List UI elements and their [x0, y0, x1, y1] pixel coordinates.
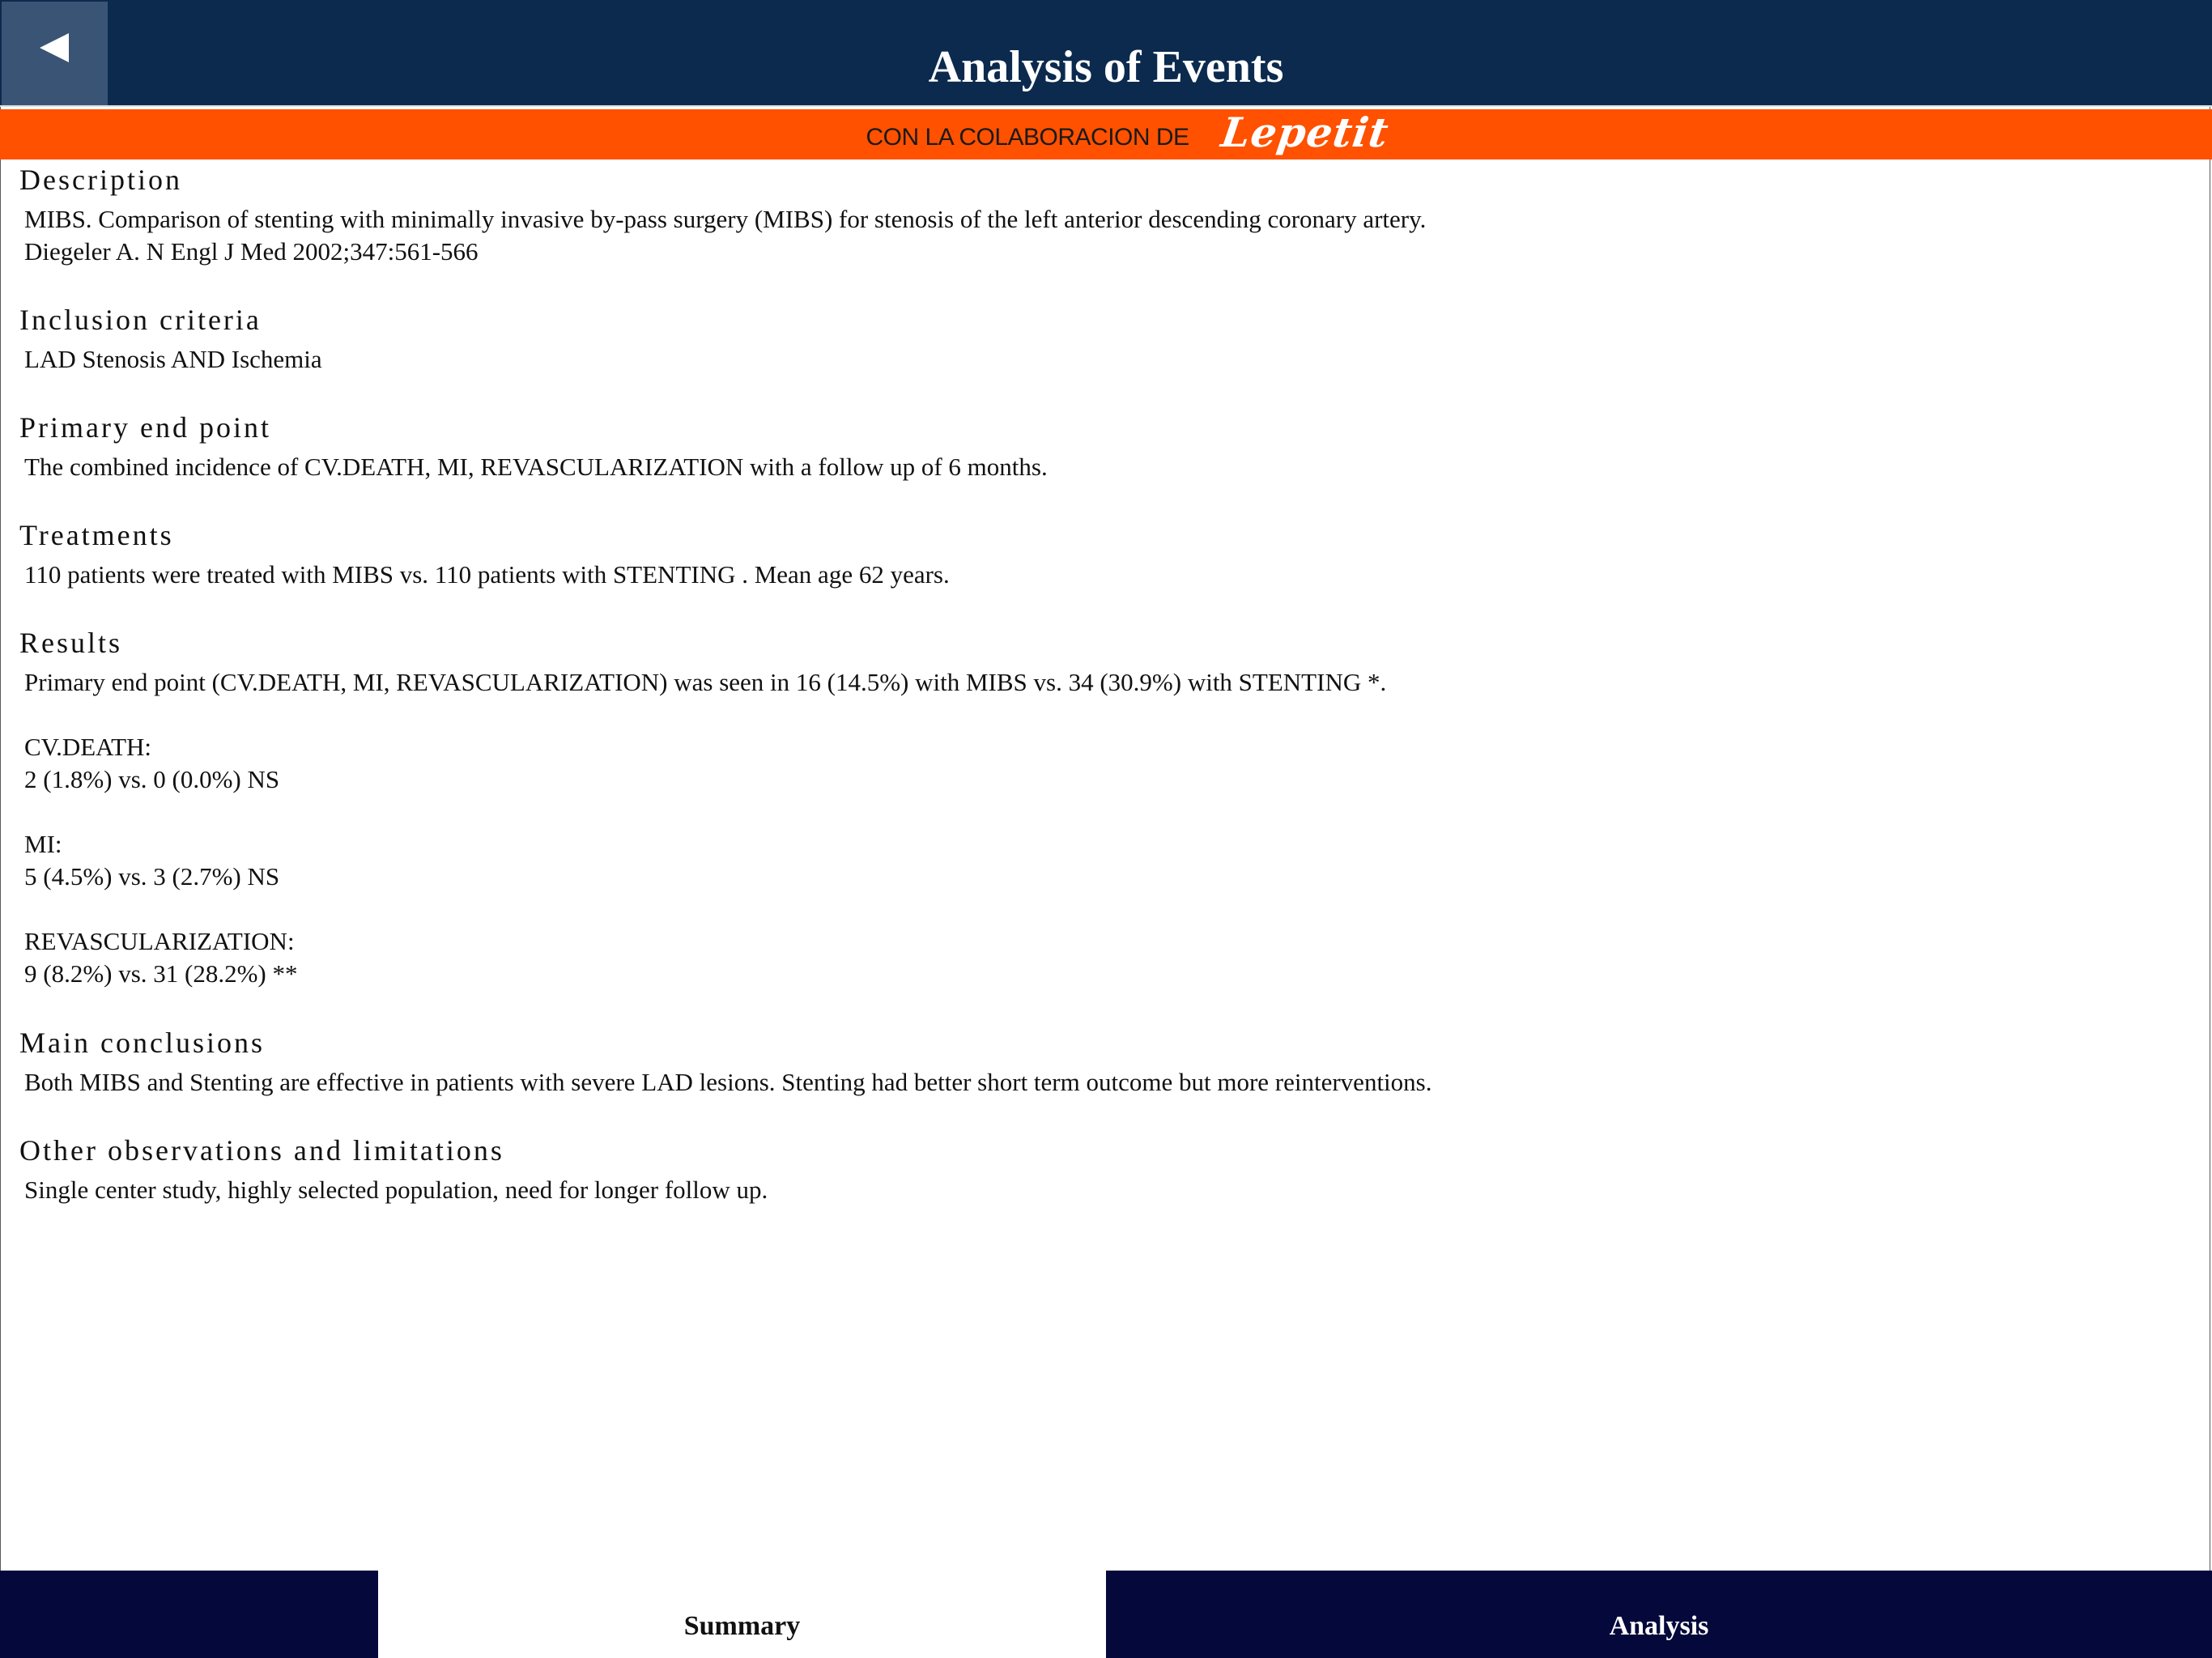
section-body	[24, 343, 322, 376]
sponsor-banner	[0, 109, 2212, 159]
page-title: Analysis of Events	[928, 42, 1284, 92]
section-body	[24, 559, 950, 591]
section-heading: Other observations and limitations	[19, 1134, 504, 1167]
section-heading: Description	[19, 164, 182, 196]
observations-line: Single center study, highly selected population, need for longer follow up.	[24, 1175, 768, 1204]
section-body	[24, 666, 1386, 990]
tab-summary[interactable]: Summary	[378, 1571, 1106, 1658]
result-value: 9 (8.2%) vs. 31 (28.2%) **	[24, 959, 298, 988]
tab-bar-spacer	[0, 1571, 378, 1658]
section-heading: Treatments	[19, 519, 174, 551]
sponsor-text: CON LA COLABORACION DE	[866, 124, 1189, 151]
treatments-line: 110 patients were treated with MIBS vs. 110 patients with STENTING . Mean age 62 years.	[24, 560, 950, 589]
section-heading: Inclusion criteria	[19, 304, 262, 336]
result-label: CV.DEATH:	[24, 733, 152, 761]
bottom-tab-bar	[0, 1571, 2212, 1658]
section-body	[24, 1174, 768, 1206]
result-label: MI:	[24, 830, 62, 858]
result-label: REVASCULARIZATION:	[24, 927, 295, 955]
results-summary: Primary end point (CV.DEATH, MI, REVASCULARIZATION) was seen in 16 (14.5%) with MIBS vs. 34 (30.9%) with STENTING *.	[24, 668, 1387, 696]
section-heading: Main conclusions	[19, 1027, 265, 1059]
section-body	[24, 451, 1048, 483]
section-body	[24, 203, 1426, 268]
result-value: 5 (4.5%) vs. 3 (2.7%) NS	[24, 862, 280, 891]
primary-line: The combined incidence of CV.DEATH, MI, REVASCULARIZATION with a follow up of 6 months.	[24, 453, 1048, 481]
sponsor-logo: Lepetit	[1218, 108, 1392, 156]
section-body	[24, 1066, 1431, 1099]
conclusions-line: Both MIBS and Stenting are effective in patients with severe LAD lesions. Stenting had better short term outcome but more reinterventions.	[24, 1068, 1432, 1096]
app-header	[0, 0, 2212, 107]
section-heading: Primary end point	[19, 411, 271, 444]
inclusion-line: LAD Stenosis AND Ischemia	[24, 345, 322, 373]
result-value: 2 (1.8%) vs. 0 (0.0%) NS	[24, 765, 280, 793]
citation-line: Diegeler A. N Engl J Med 2002;347:561-566	[24, 237, 479, 266]
section-heading: Results	[19, 627, 123, 659]
summary-content	[0, 159, 2212, 1571]
tab-analysis[interactable]: Analysis	[1106, 1571, 2212, 1658]
description-line: MIBS. Comparison of stenting with minimally invasive by-pass surgery (MIBS) for stenosis of the left anterior descending coronary artery.	[24, 205, 1427, 233]
